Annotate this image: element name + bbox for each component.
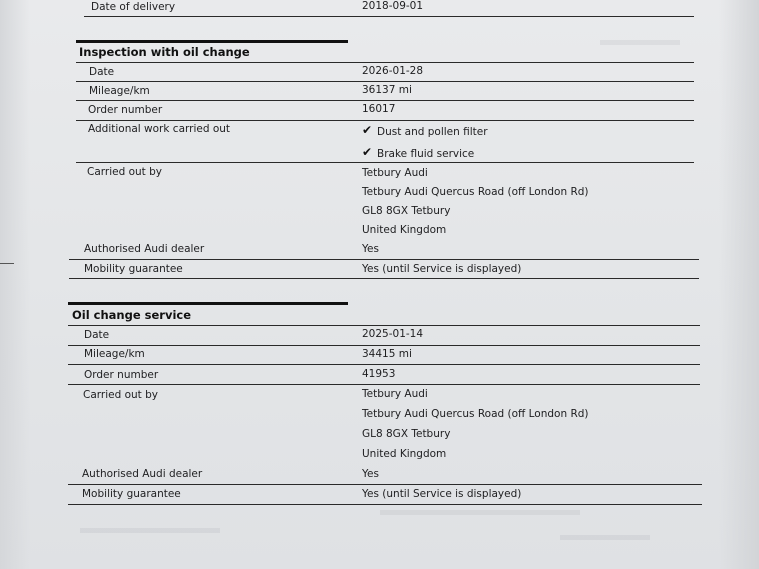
authorised-dealer-value: Yes xyxy=(362,243,379,255)
row-divider xyxy=(76,100,694,101)
inspection-section-title: Inspection with oil change xyxy=(79,45,250,59)
row-divider xyxy=(69,278,699,279)
authorised-dealer-label: Authorised Audi dealer xyxy=(84,243,205,255)
oil-mobility-guarantee-value: Yes (until Service is displayed) xyxy=(362,488,522,500)
oil-mobility-guarantee-label: Mobility guarantee xyxy=(82,488,181,500)
bleed-through-text xyxy=(80,528,220,533)
carried-out-by-line: Tetbury Audi Quercus Road (off London Rd) xyxy=(362,186,589,198)
row-divider xyxy=(69,259,699,260)
inspection-mileage-label: Mileage/km xyxy=(89,85,150,97)
carried-out-by-line: Tetbury Audi xyxy=(362,167,428,179)
date-of-delivery-label: Date of delivery xyxy=(91,1,176,13)
oil-mileage-label: Mileage/km xyxy=(84,348,145,360)
row-divider xyxy=(68,364,700,365)
carried-out-by-label: Carried out by xyxy=(87,166,163,178)
oil-carried-out-by-line: United Kingdom xyxy=(362,448,447,460)
oil-order-label: Order number xyxy=(84,369,159,381)
inspection-order-label: Order number xyxy=(88,104,163,116)
row-divider xyxy=(84,16,694,17)
inspection-date-label: Date xyxy=(89,66,115,78)
oil-carried-out-by-line: Tetbury Audi Quercus Road (off London Rd) xyxy=(362,408,589,420)
carried-out-by-line: United Kingdom xyxy=(362,224,447,236)
row-divider xyxy=(76,62,694,63)
date-of-delivery-value: 2018-09-01 xyxy=(362,0,424,12)
section-title-bar xyxy=(68,302,348,305)
section-title-bar xyxy=(76,40,348,43)
carried-out-by-line: GL8 8GX Tetbury xyxy=(362,205,451,217)
oil-authorised-dealer-label: Authorised Audi dealer xyxy=(82,468,203,480)
oil-carried-out-by-line: GL8 8GX Tetbury xyxy=(362,428,451,440)
additional-work-label: Additional work carried out xyxy=(88,123,231,135)
bleed-through-text xyxy=(380,510,580,515)
inspection-order-value: 16017 xyxy=(362,103,396,115)
oil-mileage-value: 34415 mi xyxy=(362,348,412,360)
row-divider xyxy=(68,325,700,326)
row-divider xyxy=(76,162,694,163)
row-divider xyxy=(68,484,702,485)
mobility-guarantee-label: Mobility guarantee xyxy=(84,263,183,275)
work-item-dust-pollen-filter: Dust and pollen filter xyxy=(377,126,488,138)
oil-change-section-title: Oil change service xyxy=(72,308,192,322)
oil-carried-out-by-line: Tetbury Audi xyxy=(362,388,428,400)
row-divider xyxy=(68,384,700,385)
inspection-mileage-value: 36137 mi xyxy=(362,84,412,96)
checkmark-icon: ✔ xyxy=(362,123,373,137)
row-divider xyxy=(68,345,700,346)
oil-date-label: Date xyxy=(84,329,110,341)
checkmark-icon: ✔ xyxy=(362,145,373,159)
mobility-guarantee-value: Yes (until Service is displayed) xyxy=(362,263,522,275)
row-divider xyxy=(76,120,694,121)
oil-carried-out-by-label: Carried out by xyxy=(83,389,159,401)
row-divider xyxy=(68,504,702,505)
bleed-through-text xyxy=(560,535,650,540)
oil-order-value: 41953 xyxy=(362,368,396,380)
oil-date-value: 2025-01-14 xyxy=(362,328,424,340)
work-item-brake-fluid-service: Brake fluid service xyxy=(377,148,475,160)
bleed-through-text xyxy=(600,40,680,45)
row-divider xyxy=(76,81,694,82)
inspection-date-value: 2026-01-28 xyxy=(362,65,424,77)
paper-fold-mark xyxy=(0,263,14,264)
oil-authorised-dealer-value: Yes xyxy=(362,468,379,480)
